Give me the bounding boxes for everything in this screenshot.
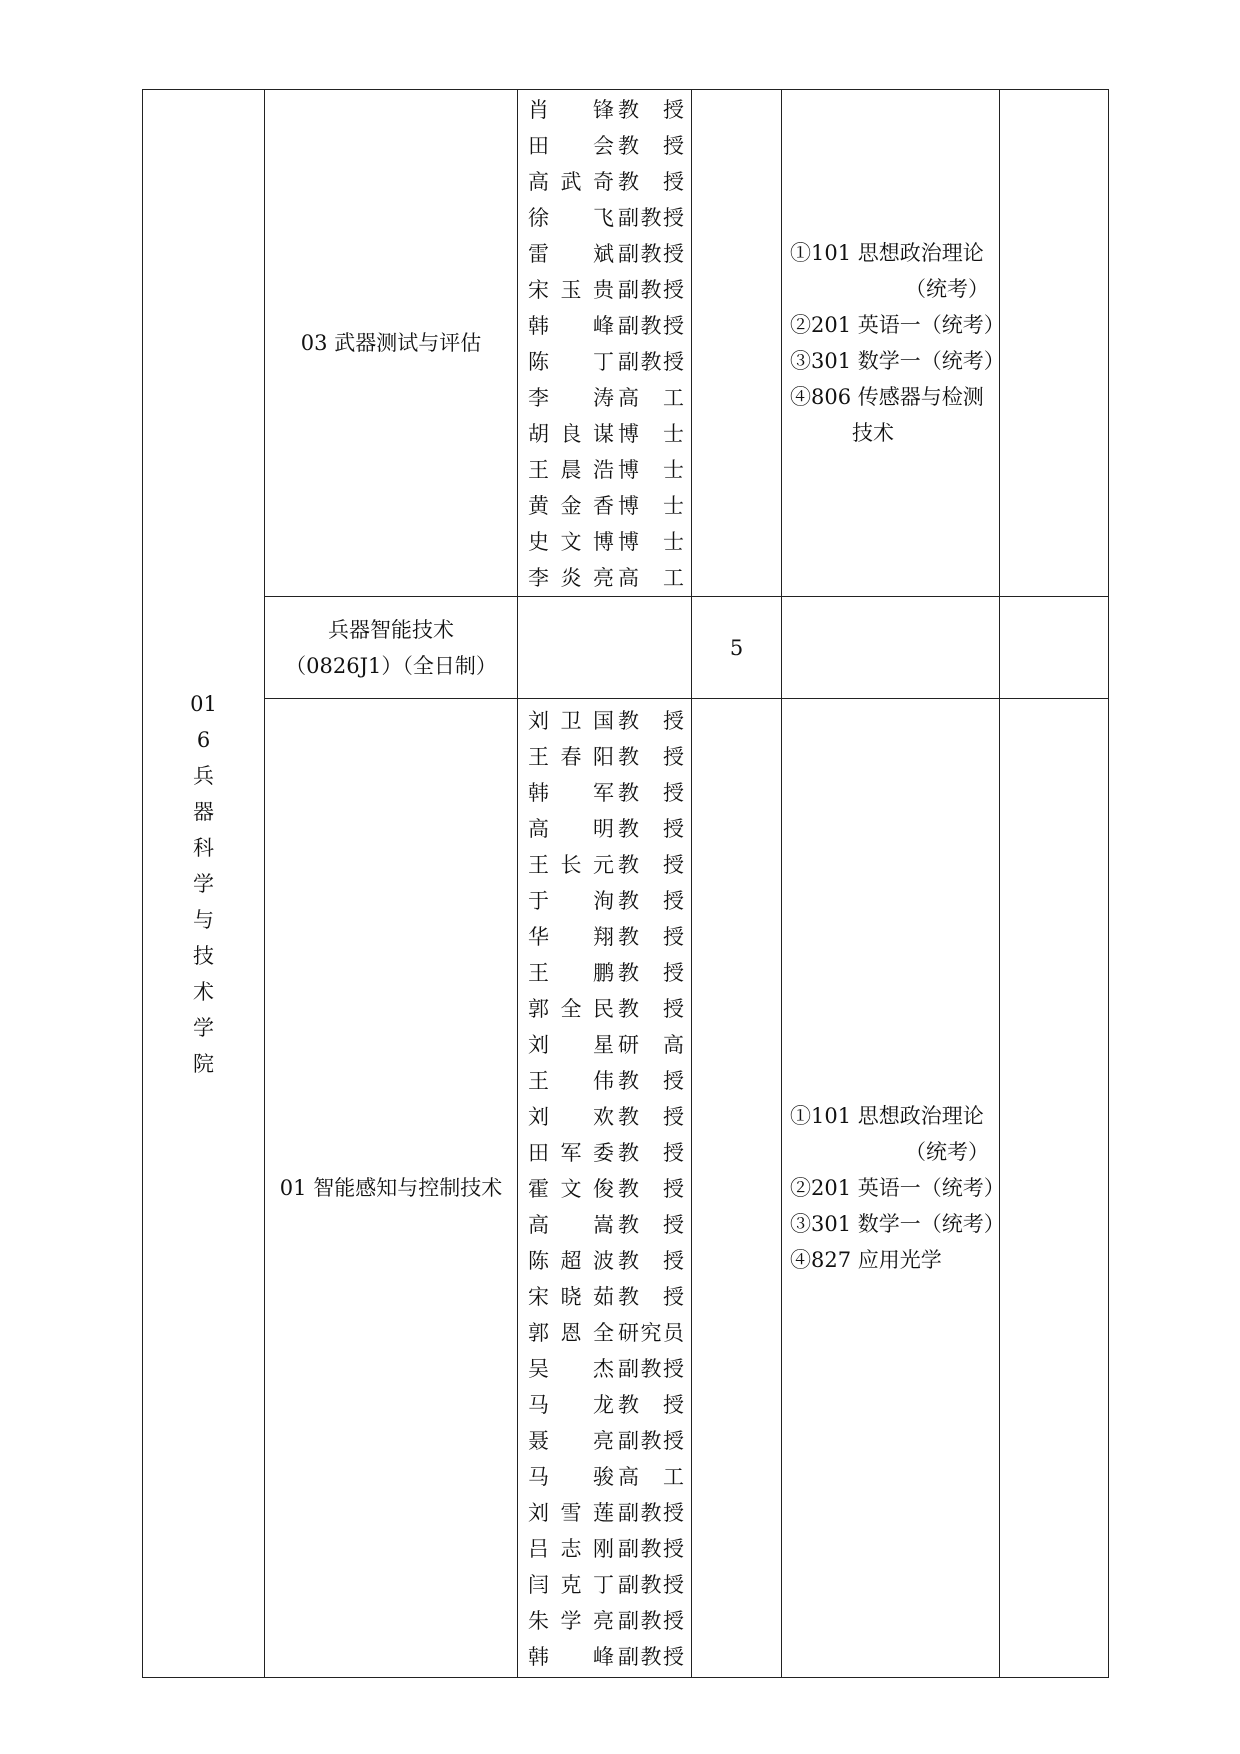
advisor-row <box>518 1602 691 1638</box>
advisor-name: 宋 玉 贵 <box>528 278 614 302</box>
advisor-row <box>518 954 691 990</box>
advisor-row <box>518 882 691 918</box>
advisor-row <box>518 918 691 954</box>
advisor-name: 黄 金 香 <box>528 494 614 518</box>
advisor-title: 博 士 <box>618 494 684 518</box>
advisor-name: 王 春 阳 <box>528 745 614 769</box>
exam-subject-line: ①101 思想政治理论 <box>790 241 984 265</box>
advisor-row <box>518 1314 691 1350</box>
advisor-title: 副 教 授 <box>618 1357 684 1381</box>
advisor-name: 郭 全 民 <box>528 997 614 1021</box>
advisor-title: 教 授 <box>618 1393 684 1417</box>
advisor-title: 副 教 授 <box>618 1573 684 1597</box>
note-cell <box>1000 597 1109 699</box>
advisor-title: 教 授 <box>618 817 684 841</box>
advisor-name: 郭 恩 全 <box>528 1321 614 1345</box>
advisor-cell <box>518 597 692 699</box>
advisor-row <box>518 343 691 379</box>
enroll-cell <box>692 699 782 1678</box>
advisor-title: 教 授 <box>618 961 684 985</box>
advisor-name: 肖 锋 <box>528 98 614 122</box>
enroll-cell <box>692 597 782 699</box>
advisor-name: 于 洵 <box>528 889 614 913</box>
major-code-line: （0826J1）（全日制） <box>285 653 497 678</box>
exam-subject-line: （统考） <box>905 1140 989 1164</box>
advisor-row <box>518 1494 691 1530</box>
major-cell <box>265 90 518 597</box>
advisor-row <box>518 990 691 1026</box>
advisor-title: 教 授 <box>618 1177 684 1201</box>
advisor-title: 教 授 <box>618 997 684 1021</box>
exam-subject-line: ③301 数学一（统考） <box>790 349 1005 373</box>
exam-cell <box>782 90 1005 597</box>
advisor-row <box>518 127 691 163</box>
advisor-title: 教 授 <box>618 925 684 949</box>
advisor-title: 副 教 授 <box>618 1537 684 1561</box>
note-cell <box>1000 699 1109 1678</box>
advisor-name: 高 明 <box>528 817 614 841</box>
advisor-row <box>518 774 691 810</box>
table-row-weapon-testing <box>143 90 1109 597</box>
advisor-title: 教 授 <box>618 1249 684 1273</box>
advisor-name: 吕 志 刚 <box>528 1537 614 1561</box>
advisor-row <box>518 451 691 487</box>
advisor-name: 马 骏 <box>528 1465 614 1489</box>
advisor-title: 副 教 授 <box>618 278 684 302</box>
advisor-row <box>518 1026 691 1062</box>
advisor-title: 副 教 授 <box>618 1429 684 1453</box>
college-name-line: 学院 <box>193 1015 214 1076</box>
advisor-name: 吴 杰 <box>528 1357 614 1381</box>
advisor-title: 教 授 <box>618 1105 684 1129</box>
exam-subject-line: （统考） <box>905 277 989 301</box>
exam-subject-line: ①101 思想政治理论 <box>790 1104 984 1128</box>
college-label <box>184 686 224 1082</box>
advisor-row <box>518 271 691 307</box>
advisor-title: 教 授 <box>618 709 684 733</box>
advisor-row <box>518 1278 691 1314</box>
college-code: 016 <box>190 691 217 752</box>
advisor-name: 刘 雪 莲 <box>528 1501 614 1525</box>
college-name-line: 与 <box>193 907 214 932</box>
advisor-name: 霍 文 俊 <box>528 1177 614 1201</box>
exam-cell <box>782 597 1000 699</box>
advisor-name: 徐 飞 <box>528 206 614 230</box>
note-cell <box>1000 90 1109 597</box>
college-name-line: 科学 <box>193 835 214 896</box>
exam-subject-line: ③301 数学一（统考） <box>790 1212 1005 1236</box>
exam-cell <box>782 699 1005 1678</box>
advisor-title: 副 教 授 <box>618 206 684 230</box>
advisor-row <box>518 1098 691 1134</box>
advisor-row <box>518 738 691 774</box>
advisor-row <box>518 91 691 127</box>
advisor-name: 刘 卫 国 <box>528 709 614 733</box>
college-cell <box>143 90 265 1678</box>
advisor-title: 教 授 <box>618 745 684 769</box>
advisor-title: 教 授 <box>618 889 684 913</box>
advisor-name: 高 武 奇 <box>528 170 614 194</box>
advisor-row <box>518 1062 691 1098</box>
advisor-row <box>518 559 691 595</box>
advisor-row <box>518 1386 691 1422</box>
advisor-name: 胡 良 谋 <box>528 422 614 446</box>
advisor-row <box>518 1350 691 1386</box>
advisor-title: 教 授 <box>618 781 684 805</box>
major-direction: 03 武器测试与评估 <box>300 331 482 355</box>
advisor-row <box>518 1458 691 1494</box>
advisor-row <box>518 1170 691 1206</box>
advisor-title: 教 授 <box>618 1069 684 1093</box>
advisor-name: 闫 克 丁 <box>528 1573 614 1597</box>
advisor-title: 教 授 <box>618 170 684 194</box>
advisor-row <box>518 810 691 846</box>
advisor-title: 副 教 授 <box>618 1645 684 1669</box>
advisor-name: 雷 斌 <box>528 242 614 266</box>
advisor-row <box>518 1422 691 1458</box>
advisor-row <box>518 487 691 523</box>
advisor-row <box>518 307 691 343</box>
advisor-list <box>518 702 691 1674</box>
major-direction: 01 智能感知与控制技术 <box>279 1176 503 1200</box>
advisor-title: 教 授 <box>618 1213 684 1237</box>
table-row-major-heading <box>143 597 1109 699</box>
advisor-title: 副 教 授 <box>618 1501 684 1525</box>
advisor-row <box>518 1566 691 1602</box>
advisor-row <box>518 415 691 451</box>
advisor-name: 李 炎 亮 <box>528 566 614 590</box>
advisor-cell <box>518 90 692 597</box>
advisor-name: 聂 亮 <box>528 1429 614 1453</box>
advisor-row <box>518 702 691 738</box>
exam-subject-line: ④806 传感器与检测 <box>790 385 984 409</box>
advisor-title: 高 工 <box>618 386 684 410</box>
advisor-row <box>518 1206 691 1242</box>
major-cell <box>265 699 518 1678</box>
advisor-name: 华 翔 <box>528 925 614 949</box>
advisor-row <box>518 1134 691 1170</box>
exam-subject-line: 技术 <box>852 421 894 445</box>
advisor-title: 教 授 <box>618 853 684 877</box>
advisor-title: 教 授 <box>618 1141 684 1165</box>
advisor-title: 博 士 <box>618 530 684 554</box>
advisor-name: 刘 欢 <box>528 1105 614 1129</box>
exam-subject-line: ②201 英语一（统考） <box>790 313 1005 337</box>
advisor-name: 宋 晓 茹 <box>528 1285 614 1309</box>
advisor-title: 教 授 <box>618 134 684 158</box>
enroll-count: 5 <box>729 635 744 660</box>
advisor-name: 王 长 元 <box>528 853 614 877</box>
advisor-name: 田 军 委 <box>528 1141 614 1165</box>
advisor-title: 高 工 <box>618 1465 684 1489</box>
advisor-name: 刘 星 <box>528 1033 614 1057</box>
advisor-title: 研 高 <box>618 1033 684 1057</box>
advisor-name: 陈 超 波 <box>528 1249 614 1273</box>
advisor-title: 教 授 <box>618 1285 684 1309</box>
advisor-name: 高 嵩 <box>528 1213 614 1237</box>
exam-subjects <box>782 1098 1005 1278</box>
advisor-name: 韩 峰 <box>528 1645 614 1669</box>
advisor-cell <box>518 699 692 1678</box>
advisor-row <box>518 235 691 271</box>
advisor-row <box>518 163 691 199</box>
advisor-name: 韩 峰 <box>528 314 614 338</box>
advisor-title: 博 士 <box>618 422 684 446</box>
advisor-name: 李 涛 <box>528 386 614 410</box>
advisor-title: 研 究 员 <box>618 1321 684 1345</box>
advisor-name: 韩 军 <box>528 781 614 805</box>
advisor-name: 陈 丁 <box>528 350 614 374</box>
exam-subject-line: ④827 应用光学 <box>790 1248 942 1272</box>
advisor-name: 朱 学 亮 <box>528 1609 614 1633</box>
advisor-row <box>518 1242 691 1278</box>
advisor-title: 副 教 授 <box>618 314 684 338</box>
enroll-cell <box>692 90 782 597</box>
advisor-name: 王 鹏 <box>528 961 614 985</box>
advisor-row <box>518 846 691 882</box>
table-row-intelligent-sensing <box>143 699 1109 1678</box>
enrollment-table <box>142 89 1109 1678</box>
college-name-line: 技术 <box>193 943 214 1004</box>
advisor-name: 史 文 博 <box>528 530 614 554</box>
advisor-list <box>518 91 691 595</box>
advisor-title: 副 教 授 <box>618 350 684 374</box>
advisor-title: 副 教 授 <box>618 1609 684 1633</box>
advisor-row <box>518 199 691 235</box>
major-name-line: 兵器智能技术 <box>328 617 454 642</box>
major-cell <box>265 597 518 699</box>
advisor-row <box>518 379 691 415</box>
advisor-row <box>518 1638 691 1674</box>
advisor-name: 王 伟 <box>528 1069 614 1093</box>
exam-subject-line: ②201 英语一（统考） <box>790 1176 1005 1200</box>
advisor-row <box>518 1530 691 1566</box>
advisor-title: 高 工 <box>618 566 684 590</box>
advisor-name: 王 晨 浩 <box>528 458 614 482</box>
college-name-line: 兵器 <box>193 763 214 824</box>
major-name <box>265 612 517 684</box>
advisor-title: 教 授 <box>618 98 684 122</box>
advisor-name: 田 会 <box>528 134 614 158</box>
advisor-row <box>518 523 691 559</box>
advisor-title: 博 士 <box>618 458 684 482</box>
exam-subjects <box>782 235 1005 451</box>
advisor-name: 马 龙 <box>528 1393 614 1417</box>
advisor-title: 副 教 授 <box>618 242 684 266</box>
